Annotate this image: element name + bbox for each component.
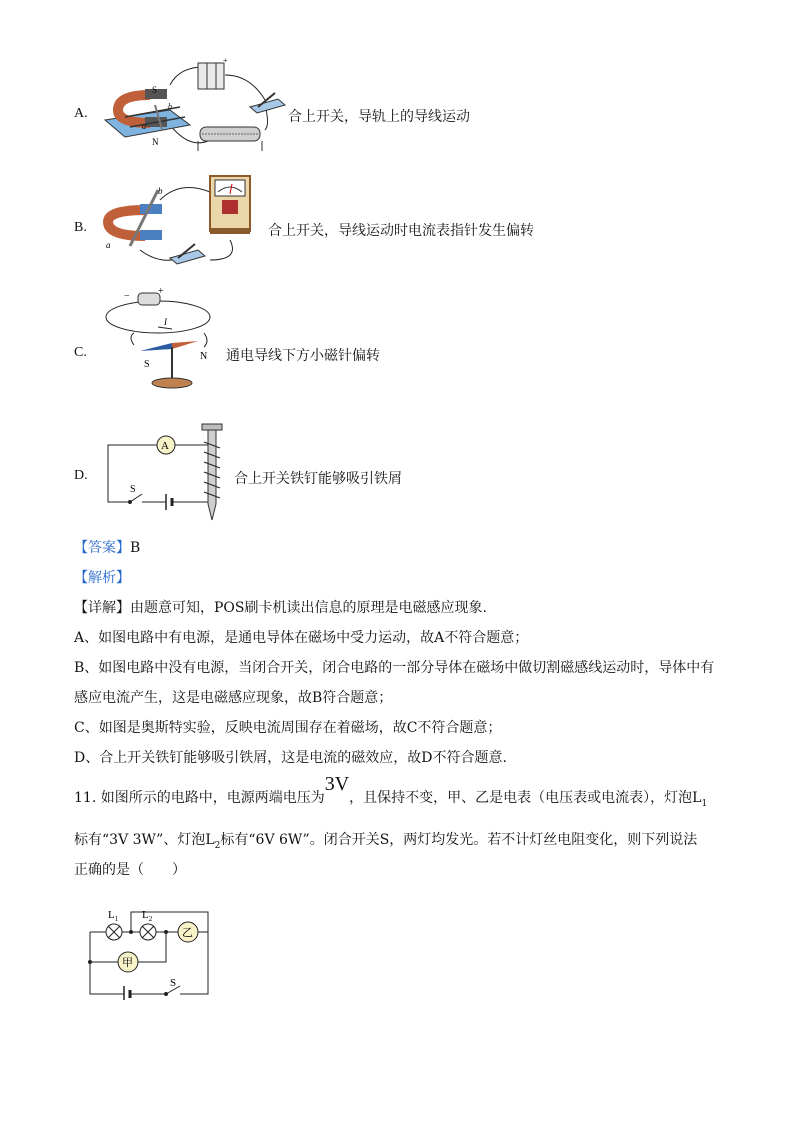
- needle-n-label: N: [200, 351, 208, 362]
- explanation-b-line1: B、如图电路中没有电源，当闭合开关，闭合电路的一部分导体在磁场中做切割磁感线运动时，导体中有: [74, 660, 715, 676]
- battery-plus-label: +: [158, 286, 164, 297]
- question-11-line3: 正确的是（ ）: [74, 862, 186, 878]
- svg-text:b: b: [168, 102, 172, 111]
- detail-line: [74, 598, 487, 618]
- answer-line: [74, 538, 140, 558]
- option-caption-c: 通电导线下方小磁针偏转: [226, 348, 380, 364]
- ammeter-label: A: [161, 440, 169, 452]
- option-letter-c: C.: [74, 345, 87, 360]
- option-caption-b: 合上开关，导线运动时电流表指针发生偏转: [268, 223, 534, 239]
- magnet-s-label: S: [152, 85, 158, 95]
- question-11-line2: 标有“3V 3W”、灯泡$L_2$标有“6V 6W”。闭合开关S，两灯均发光。若不计灯丝电阻变化，则下列说法: [74, 832, 698, 851]
- option-caption-a: 合上开关，导轨上的导线运动: [288, 109, 470, 125]
- voltage-value: 3V: [324, 773, 350, 795]
- meter-yi-label: 乙: [182, 927, 193, 939]
- oersted-figure: [100, 285, 220, 400]
- wire-b-label: b: [158, 186, 163, 196]
- switch-s-label: S: [130, 484, 136, 495]
- motor-rails-figure: [100, 55, 290, 155]
- current-i-label: I: [164, 317, 167, 327]
- option-letter-a: A.: [74, 106, 88, 121]
- switch-s-label-11: S: [170, 977, 177, 989]
- option-letter-b: B.: [74, 220, 87, 235]
- explanation-b-line2: 感应电流产生，这是电磁感应现象，故B符合题意；: [74, 690, 393, 706]
- analysis-label: 【解析】: [74, 570, 130, 586]
- explanation-d: D、合上开关铁钉能够吸引铁屑，这是电流的磁效应，故D不符合题意.: [74, 750, 507, 766]
- question-11-line1: 11. 如图所示的电路中，电源两端电压为3V，且保持不变，甲、乙是电表（电压表或电流表），灯泡$L_1$: [74, 773, 708, 809]
- answer-value: B: [130, 540, 141, 556]
- svg-text:a: a: [142, 122, 146, 131]
- electromagnet-figure: [100, 420, 225, 525]
- question-number: 11.: [74, 790, 97, 806]
- magnet-n-label: N: [152, 137, 159, 147]
- option-letter-d: D.: [74, 468, 88, 483]
- option-caption-d: 合上开关铁钉能够吸引铁屑: [234, 471, 402, 487]
- battery-minus-label: −: [124, 291, 130, 302]
- generator-figure: [100, 170, 265, 265]
- answer-label: 【答案】: [74, 540, 130, 556]
- circuit-11-figure: [84, 900, 214, 1000]
- detail-label: 【详解】: [74, 600, 130, 616]
- lamp-l2-label: $L_2$: [142, 909, 153, 923]
- explanation-a: A、如图电路中有电源，是通电导体在磁场中受力运动，故A不符合题意；: [74, 630, 529, 646]
- analysis-line: [74, 568, 130, 588]
- detail-text: 由题意可知，POS刷卡机读出信息的原理是电磁感应现象.: [130, 600, 487, 616]
- wire-a-label: a: [106, 240, 111, 250]
- explanation-c: C、如图是奥斯特实验，反映电流周围存在着磁场，故C不符合题意；: [74, 720, 502, 736]
- lamp-l1-label: $L_1$: [108, 909, 119, 923]
- svg-text:+: +: [223, 56, 228, 65]
- needle-s-label: S: [144, 359, 150, 370]
- meter-jia-label: 甲: [122, 957, 133, 969]
